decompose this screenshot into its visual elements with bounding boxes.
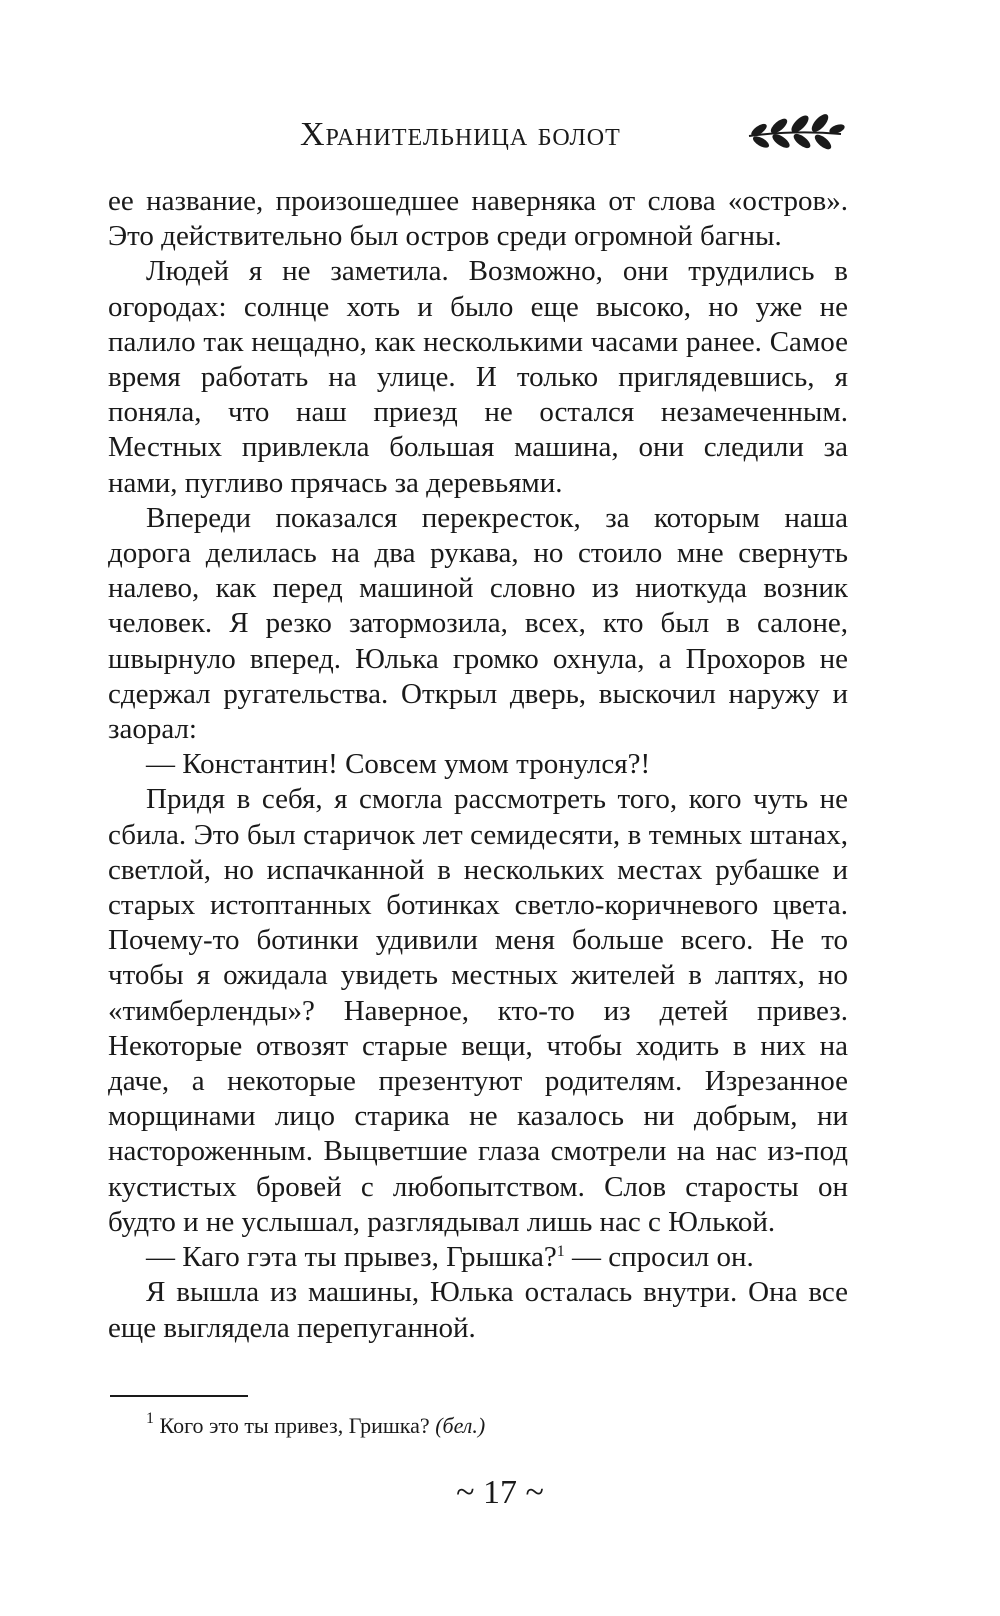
dialogue-attribution: — спросил он.: [572, 1241, 754, 1274]
footnote-marker: 1: [146, 1410, 154, 1427]
footnote-reference[interactable]: 1: [556, 1243, 565, 1261]
paragraph: Впереди показался перекресток, за которым наша дорога делилась на два рукава, но стоило мне свернуть налево, как перед машиной словно из ниоткуда возник человек. Я резко затормозила, всех, кто был в салоне, швырнуло вперед. Юлька громко охнула, а Прохоров не сдержал ругательства. Открыл дверь, выскочил наружу и заорал:: [108, 501, 848, 746]
footnote-divider: [110, 1395, 248, 1397]
paragraph: ее название, произошедшее наверняка от слова «остров». Это действительно был остров среди огромной багны.: [108, 185, 848, 253]
leaf-branch-icon: [745, 110, 845, 154]
dialogue-line: [108, 1240, 848, 1275]
footnote-text: Кого это ты привез, Гришка?: [159, 1413, 430, 1438]
paragraph: Я вышла из машины, Юлька осталась внутри. Она все еще выглядела перепуганной.: [108, 1276, 848, 1344]
paragraph: Людей я не заметила. Возможно, они трудились в огородах: солнце хоть и было еще высоко, но уже не палило так нещадно, как несколькими часами ранее. Самое время работать на улице. И только приглядевшись, я поняла, что наш приезд не остался незамеченным. Местных привлекла большая машина, они следили за нами, пугливо прячась за деревьями.: [108, 255, 848, 499]
footnote: [146, 1412, 846, 1440]
dialogue-line: — Константин! Совсем умом тронулся?!: [146, 748, 651, 781]
main-text: [108, 184, 848, 1346]
dialogue-text: — Каго гэта ты прывез, Грышка?: [146, 1241, 557, 1274]
footnote-language: (бел.): [435, 1413, 486, 1438]
running-head: Хранительница болот: [300, 116, 621, 153]
paragraph: Придя в себя, я смогла рассмотреть того, кого чуть не сбила. Это был старичок лет семидесяти, в темных штанах, светлой, но испачканной в нескольких местах рубашке и старых истоптанных ботинках светло-коричневого цвета. Почему-то ботинки удивили меня больше всего. Не то чтобы я ожидала увидеть местных жителей в лаптях, но «тимберленды»? Наверное, кто-то из детей привез. Некоторые отвозят старые вещи, чтобы ходить в них на даче, а некоторые презентуют родителям. Изрезанное морщинами лицо старика не казалось ни добрым, ни настороженным. Выцветшие глаза смотрели на нас из-под кустистых бровей с любопытством. Слов старосты он будто и не услышал, разглядывал лишь нас с Юлькой.: [108, 783, 848, 1238]
page-number: ~ 17 ~: [456, 1474, 544, 1511]
